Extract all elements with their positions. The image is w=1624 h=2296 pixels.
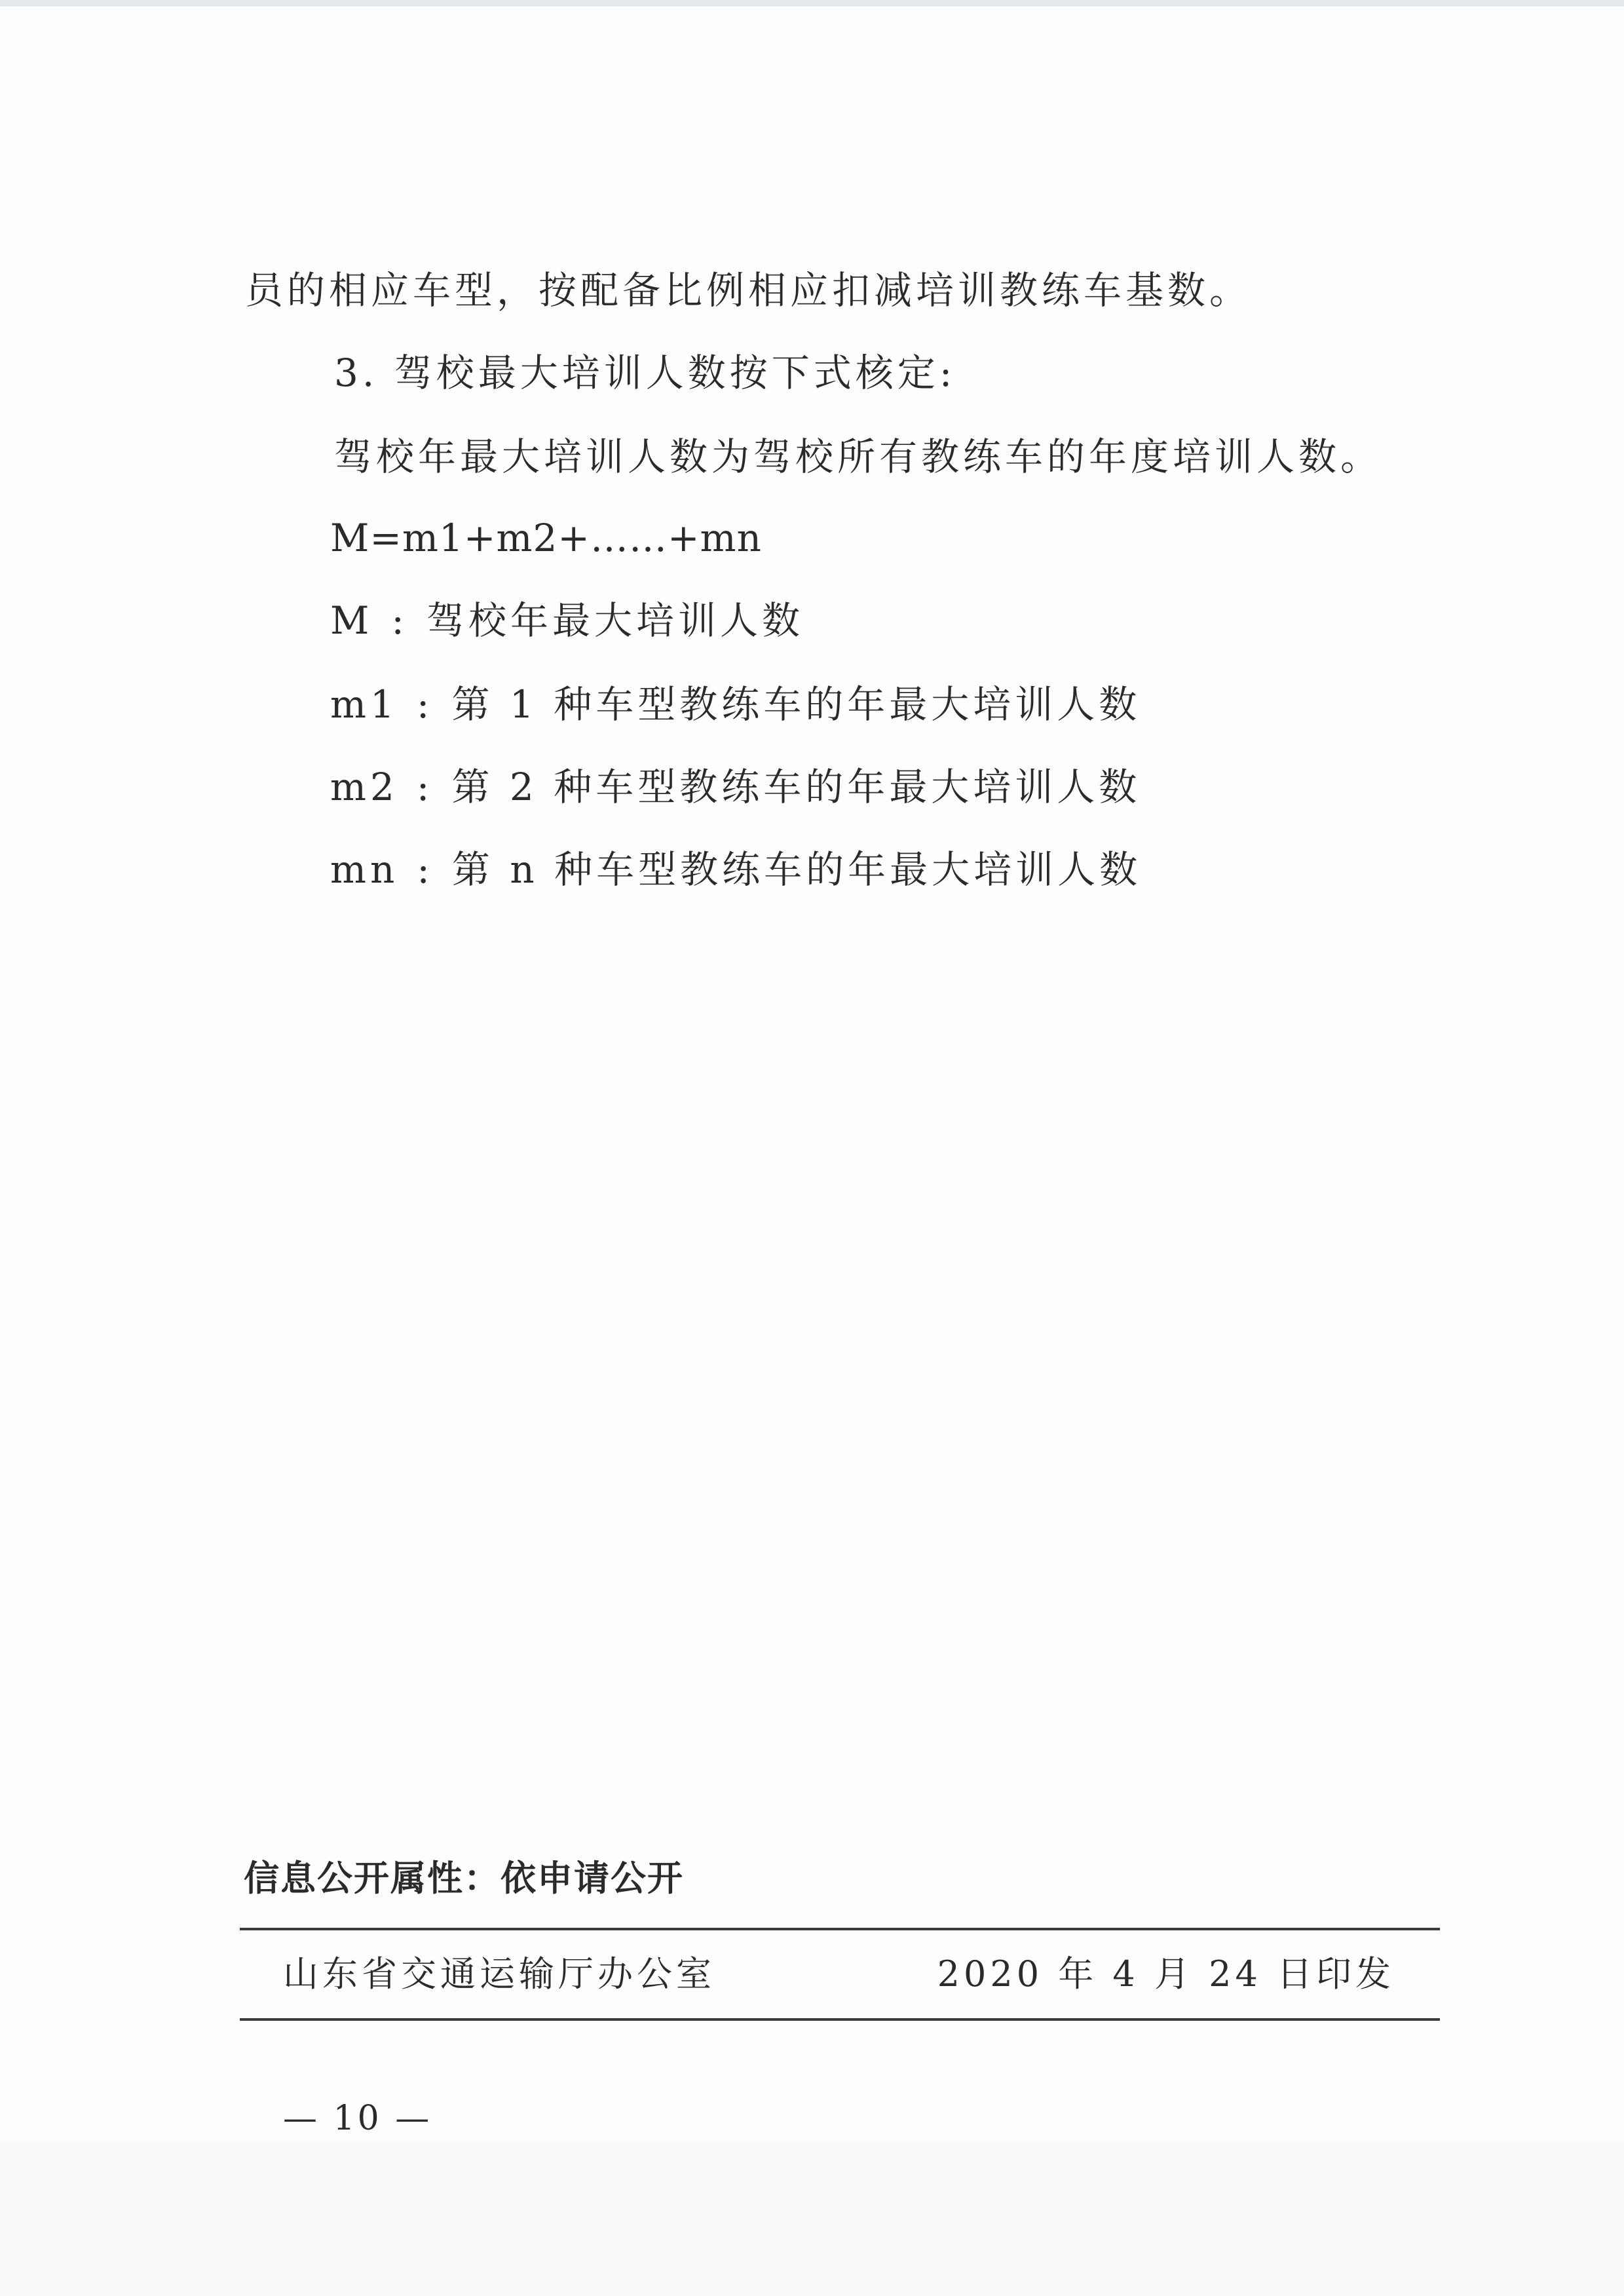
definition-row (330, 598, 804, 643)
paragraph-definition: 驾校年最大培训人数为驾校所有教练车的年度培训人数。 (334, 434, 1383, 479)
footer-rule-top (240, 1928, 1440, 1930)
paragraph-continuation: 员的相应车型，按配备比例相应扣减培训教练车基数。 (245, 268, 1252, 313)
definition-term: m1 (330, 682, 398, 727)
definition-text: 第 n 种车型教练车的年最大培训人数 (451, 847, 1142, 892)
issue-date: 2020 年 4 月 24 日印发 (937, 1953, 1395, 1995)
scan-edge-top (0, 0, 1624, 7)
issuing-office: 山东省交通运输厅办公室 (283, 1953, 715, 1995)
definition-term: m2 (330, 765, 398, 809)
definition-text: 第 1 种车型教练车的年最大培训人数 (451, 682, 1141, 727)
formula: M=m1+m2+……+mn (330, 516, 762, 560)
definition-separator: : (416, 765, 434, 809)
page-number: — 10 — (283, 2099, 432, 2138)
definition-separator: : (391, 598, 408, 643)
definition-row (330, 847, 1141, 892)
definition-term: mn (330, 847, 399, 892)
definition-text: 第 2 种车型教练车的年最大培训人数 (451, 765, 1141, 809)
definition-term: M (330, 598, 373, 643)
definition-separator: : (417, 847, 434, 892)
disclosure-attribute: 信息公开属性：依申请公开 (244, 1858, 684, 1899)
definition-separator: : (416, 682, 434, 727)
item-3-heading: 3. 驾校最大培训人数按下式核定: (334, 351, 956, 395)
footer-rule-bottom (240, 2018, 1440, 2021)
definition-text: 驾校年最大培训人数 (426, 598, 804, 643)
scan-edge-bottom (0, 2141, 1624, 2296)
definition-row (330, 764, 1141, 810)
definition-row (330, 681, 1141, 727)
